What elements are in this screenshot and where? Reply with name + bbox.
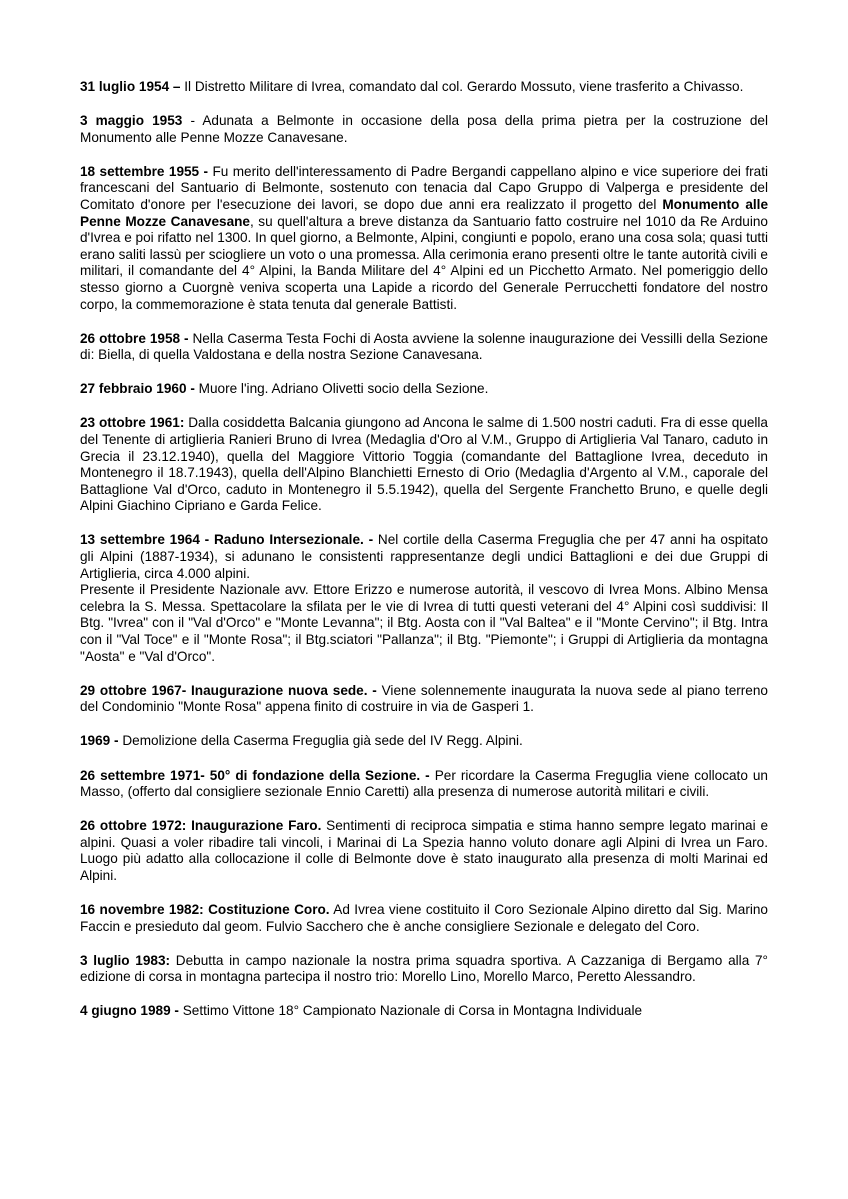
entry-1972-faro xyxy=(80,818,768,884)
entry-date: 26 settembre 1971- 50° di fondazione della Sezione. - xyxy=(80,767,430,783)
entry-1955-monumento xyxy=(80,164,768,313)
entry-1982-coro xyxy=(80,902,768,935)
entry-date: 3 maggio 1953 xyxy=(80,113,183,129)
entry-text: Dalla cosiddetta Balcania giungono ad Ancona le salme di 1.500 nostri caduti. Fra di esse quella del Tenente di artiglieria Ranieri Bruno di Ivrea (Medaglia d'Oro al V.M., Gruppo di Artiglieria Val Tanaro, caduto in Grecia il 23.12.1940), quella del Maggiore Vittorio Toggia (comandante del Battaglione Ivrea, deceduto in Montenegro il 18.7.1943), quella dell'Alpino Blanchietti Ernesto di Orio (Medaglia d'Argento al V.M., caporale del Battaglione Val d'Orco, caduto in Montenegro il 5.5.1942), quella del Sergente Franchetto Bruno, e quelle degli Alpini Giachino Cipriano e Garda Felice. xyxy=(80,415,768,514)
entry-1961-balcania xyxy=(80,415,768,515)
entry-date: 23 ottobre 1961: xyxy=(80,415,185,431)
entry-text: Ad Ivrea viene costituito il Coro Sezionale Alpino diretto dal Sig. Marino Faccin e presieduto dal geom. Fulvio Sacchero che è anche consigliere Sezionale e delegato del Coro. xyxy=(80,902,768,934)
entry-date: 16 novembre 1982: Costituzione Coro. xyxy=(80,902,330,918)
entry-date: 26 ottobre 1958 - xyxy=(80,330,189,346)
entry-text: Sentimenti di reciproca simpatia e stima hanno sempre legato marinai e alpini. Quasi a voler ribadire tali vincoli, i Marinai di La Spezia hanno voluto donare agli Alpini di Ivrea un Faro. Luogo più adatto alla collocazione il colle di Belmonte dove è stato inaugurato alla presenza di molti Marinai ed Alpini. xyxy=(80,818,769,883)
entry-date: 27 febbraio 1960 - xyxy=(80,381,195,397)
entry-text: Per ricordare la Caserma Freguglia viene collocato un Masso, (offerto dal consigliere sezionale Ennio Caretti) alla presenza di numerose autorità militari e civili. xyxy=(80,767,768,800)
entry-text: Demolizione della Caserma Freguglia già sede del IV Regg. Alpini. xyxy=(118,733,523,749)
entry-text: Il Distretto Militare di Ivrea, comandato dal col. Gerardo Mossuto, viene trasferito a Chivasso. xyxy=(180,79,744,94)
entry-text: , su quell'altura a breve distanza da Santuario fatto costruire nel 1010 da Re Arduino d'Ivrea e poi rifatto nel 1300. In quel giorno, a Belmonte, Alpini, congiunti e popolo, erano una cosa sola; quasi tutti erano saliti lassù per sciogliere un voto o una promessa. Alla cerimonia erano presenti oltre le tante autorità civili e militari, il comandante del 4° Alpini, la Banda Militare del 4° Alpini ed un Picchetto Armato. Nel pomeriggio dello stesso giorno a Cuorgnè veniva scoperta una Lapide a ricordo del Generale Perrucchetti fondatore del nostro corpo, la commemorazione è stata tenuta dal generale Battisti. xyxy=(80,213,768,312)
entry-text: Settimo Vittone 18° Campionato Nazionale di Corsa in Montagna Individuale xyxy=(178,1003,643,1019)
entry-text: - Adunata a Belmonte in occasione della posa della prima pietra per la costruzione del Monumento alle Penne Mozze Canavesane. xyxy=(80,113,768,145)
document-page xyxy=(80,79,768,1038)
entry-text: Debutta in campo nazionale la nostra prima squadra sportiva. A Cazzaniga di Bergamo alla 7° edizione di corsa in montagna partecipa il nostro trio: Morello Lino, Morello Marco, Peretto Alessandro. xyxy=(80,952,768,985)
entry-date: 4 giugno 1989 - xyxy=(80,1003,179,1019)
entry-1954-distretto xyxy=(80,79,768,96)
entry-date: 18 settembre 1955 - xyxy=(80,163,209,179)
entry-1971-fondazione xyxy=(80,768,768,801)
entry-date: 3 luglio 1983: xyxy=(80,952,171,968)
entry-date: 31 luglio 1954 – xyxy=(80,79,181,94)
entry-date: 13 settembre 1964 - Raduno Intersezionale. - xyxy=(80,532,374,548)
entry-1964-raduno xyxy=(80,532,768,665)
entry-1953-adunata xyxy=(80,113,768,146)
entry-1969-demolizione xyxy=(80,733,768,750)
entry-text: Nella Caserma Testa Fochi di Aosta avviene la solenne inaugurazione dei Vessilli della Sezione di: Biella, di quella Valdostana e della nostra Sezione Canavesana. xyxy=(80,330,768,363)
entry-1983-squadra xyxy=(80,953,768,986)
entry-bold-text: Monumento alle Penne Mozze Canavesane xyxy=(80,196,768,229)
entry-text: Viene solennemente inaugurata la nuova sede al piano terreno del Condominio "Monte Rosa" appena finito di costruire in via de Gasperi 1. xyxy=(80,682,768,715)
entry-1960-olivetti xyxy=(80,381,768,398)
entry-1958-vessilli xyxy=(80,331,768,364)
entry-date: 29 ottobre 1967- Inaugurazione nuova sede. - xyxy=(80,682,377,698)
entry-1989-campionato xyxy=(80,1003,768,1020)
entry-text: Fu merito dell'interessamento di Padre Bergandi cappellano alpino e vice superiore dei frati francescani del Santuario di Belmonte, sostenuto con tenacia dal Capo Gruppo di Valperga e presidente del Comitato d'onore per l'esecuzione dei lavori, se dopo due anni era realizzato il progetto del xyxy=(80,163,768,212)
entry-date: 26 ottobre 1972: Inaugurazione Faro. xyxy=(80,818,322,834)
entry-text: Nel cortile della Caserma Freguglia che per 47 anni ha ospitato gli Alpini (1887-1934), si adunano le consistenti rappresentanze degli undici Battaglioni e dei due Gruppi di Artiglieria, circa 4.000 alpini. xyxy=(80,532,769,581)
entry-text: Muore l'ing. Adriano Olivetti socio della Sezione. xyxy=(194,381,489,397)
entry-1967-sede xyxy=(80,683,768,716)
entry-date: 1969 - xyxy=(80,733,119,749)
entry-text-continued: Presente il Presidente Nazionale avv. Ettore Erizzo e numerose autorità, il vescovo di Ivrea Mons. Albino Mensa celebra la S. Messa. Spettacolare la sfilata per le vie di Ivrea di tutti questi veterani del 4° Alpini così suddivisi: Il Btg. "Ivrea" con il "Val d'Orco" e "Monte Levanna"; il Btg. Aosta con il "Val Baltea" e il "Monte Cervino"; il Btg. Intra con il "Val Toce" e il "Monte Rosa"; il Btg.sciatori "Pallanza"; il Btg. "Piemonte"; i Gruppi di Artiglieria da montagna "Aosta" e "Val d'Orco". xyxy=(80,582,768,664)
